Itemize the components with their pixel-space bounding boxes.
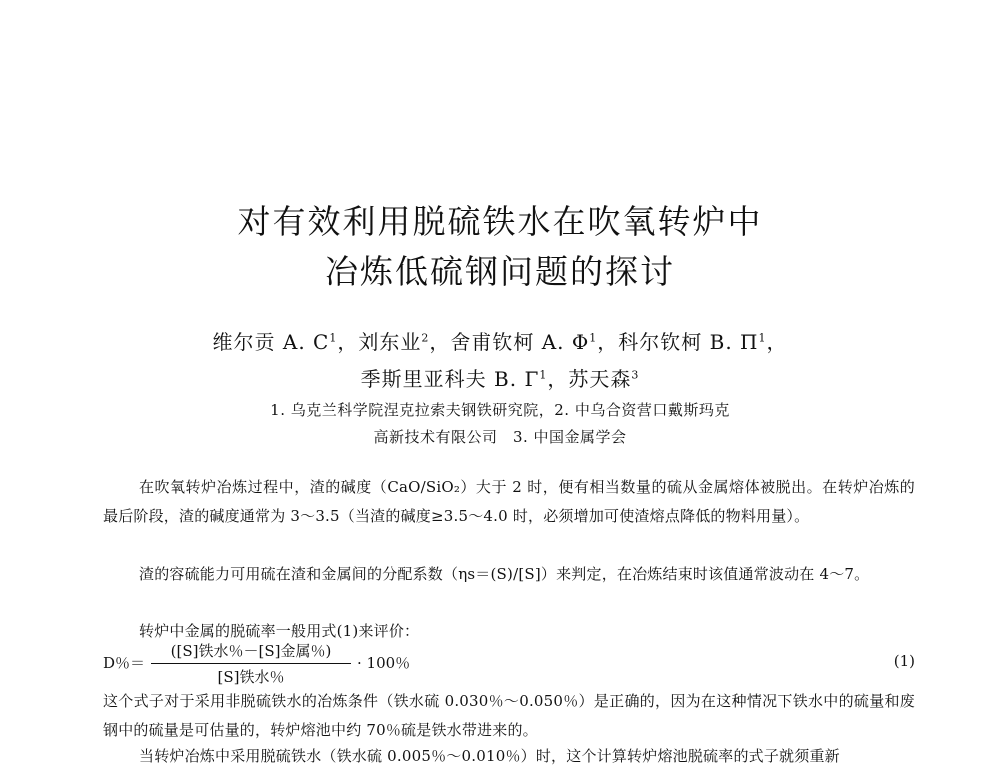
equation-1 bbox=[103, 640, 915, 684]
equation-denominator: [S]铁水％ bbox=[217, 668, 285, 686]
authors-line-2 bbox=[0, 363, 1000, 392]
author-affil-sup: 1 bbox=[589, 331, 598, 345]
paragraph-3: 转炉中金属的脱硫率一般用式(1)来评价： bbox=[139, 622, 420, 640]
author-affil-sup: 1 bbox=[329, 331, 338, 345]
author: ，刘东业 bbox=[337, 330, 422, 354]
equation-fraction bbox=[151, 640, 351, 687]
equation-tail: · 100％ bbox=[357, 654, 411, 672]
author: ，科尔钦柯 B. Π bbox=[597, 330, 759, 354]
paragraph-4: 这个式子对于采用非脱硫铁水的冶炼条件（铁水硫 0.030％～0.050％）是正确的，因为在这种情况下铁水中的硫量和废钢中的硫量是可估量的，转炉熔池中约 70％硫是铁水带进来的。 bbox=[103, 692, 915, 739]
author-affil-sup: 1 bbox=[539, 368, 548, 382]
author: 季斯里亚科夫 B. Γ bbox=[360, 367, 540, 391]
title-line-2: 冶炼低硫钢问题的探讨 bbox=[325, 252, 675, 291]
paragraph-1: 在吹氧转炉冶炼过程中，渣的碱度（CaO/SiO₂）大于 2 时，便有相当数量的硫从金属熔体被脱出。在转炉冶炼的最后阶段，渣的碱度通常为 3～3.5（当渣的碱度≥3.5～4.0 时，必须增加可使渣熔点降低的物料用量）。 bbox=[103, 478, 915, 525]
authors-line-1 bbox=[0, 326, 1000, 355]
title-line-1: 对有效利用脱硫铁水在吹氧转炉中 bbox=[237, 202, 763, 241]
paragraph-2: 渣的容硫能力可用硫在渣和金属间的分配系数（ηs＝(S)/[S]）来判定，在冶炼结束时该值通常波动在 4～7。 bbox=[139, 565, 870, 583]
author: ，苏天森 bbox=[547, 367, 632, 391]
equation-lhs: D％＝ bbox=[103, 654, 146, 672]
equation-number: (1) bbox=[893, 652, 915, 670]
affiliation-line-2: 高新技术有限公司 3. 中国金属学会 bbox=[373, 428, 627, 446]
author-separator: ， bbox=[766, 330, 788, 354]
author-affil-sup: 3 bbox=[631, 368, 640, 382]
author-affil-sup: 2 bbox=[421, 331, 430, 345]
affiliation-line-1: 1. 乌克兰科学院涅克拉索夫钢铁研究院，2. 中乌合资营口戴斯玛克 bbox=[270, 401, 730, 419]
paragraph-5: 当转炉冶炼中采用脱硫铁水（铁水硫 0.005％～0.010％）时，这个计算转炉熔池脱硫率的式子就须重新 bbox=[139, 747, 840, 765]
equation-numerator: ([S]铁水％－[S]金属％) bbox=[151, 640, 351, 664]
author: ，舍甫钦柯 A. Φ bbox=[429, 330, 590, 354]
author: 维尔贡 A. C bbox=[212, 330, 330, 354]
author-affil-sup: 1 bbox=[758, 331, 767, 345]
